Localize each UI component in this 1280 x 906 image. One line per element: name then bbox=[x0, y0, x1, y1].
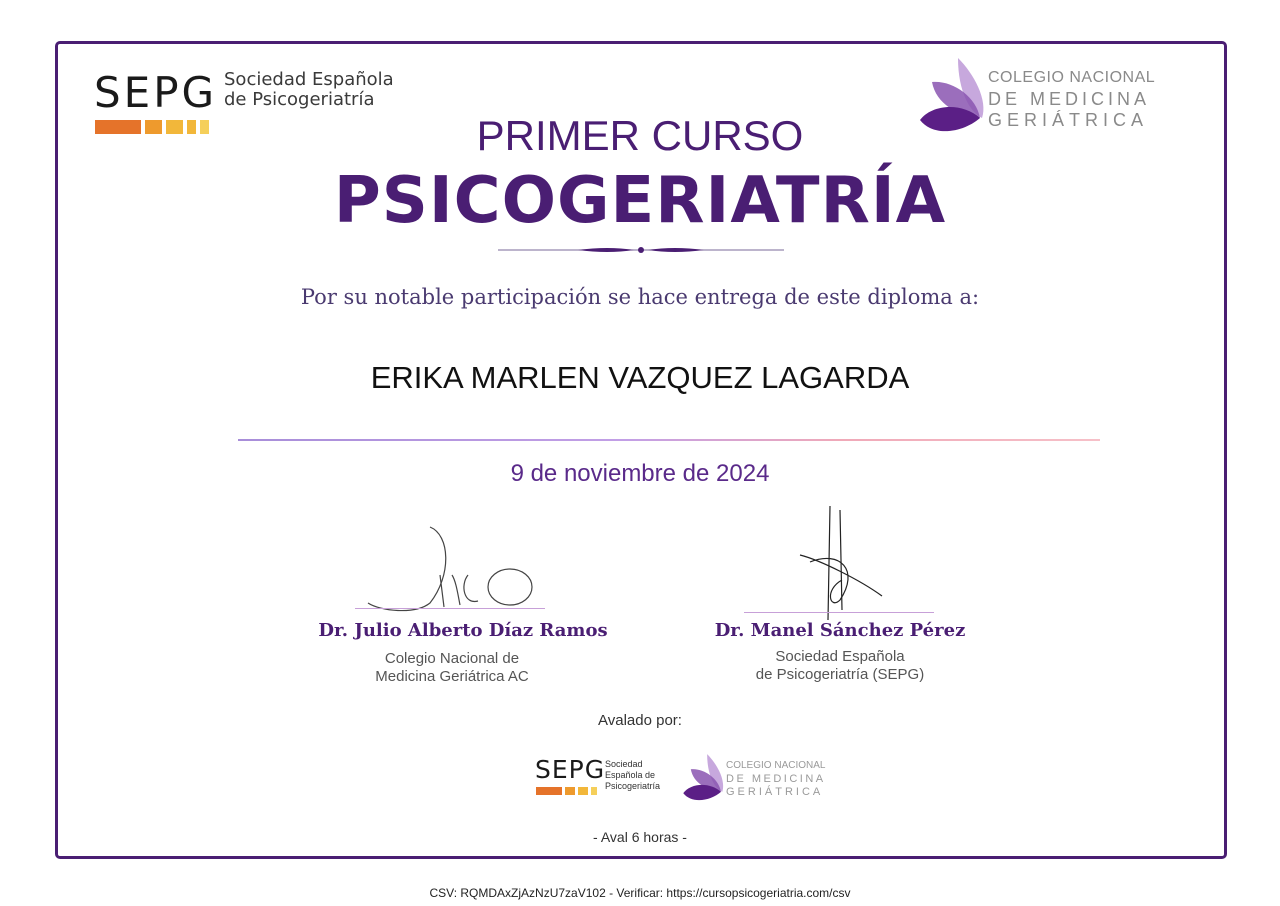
cnmg-small-line2: DE MEDICINA bbox=[726, 773, 826, 785]
ornament-divider bbox=[498, 243, 784, 257]
sepg-acronym: SEPG bbox=[94, 68, 218, 117]
cnmg-small-line3: GERIÁTRICA bbox=[726, 786, 824, 798]
signatory-1-name: Dr. Julio Alberto Díaz Ramos bbox=[318, 620, 608, 641]
sepg-small-line3: Psicogeriatría bbox=[605, 781, 661, 791]
signatory-1-org-line1: Colegio Nacional de bbox=[384, 650, 520, 667]
cnmg-logo-small bbox=[682, 752, 852, 804]
signatory-2-org-line1: Sociedad Española bbox=[775, 648, 905, 665]
cnmg-line2: DE MEDICINA bbox=[988, 89, 1151, 109]
sepg-small-acronym: SEPG bbox=[535, 755, 606, 784]
sepg-small-bar-4 bbox=[591, 787, 597, 795]
course-title-top: PRIMER CURSO bbox=[476, 112, 804, 159]
cnmg-line3: GERIÁTRICA bbox=[988, 110, 1149, 130]
award-intro-text: Por su notable participación se hace entrega de este diploma a: bbox=[300, 285, 980, 309]
lotus-icon-small bbox=[682, 752, 726, 804]
signature-2-line bbox=[744, 612, 934, 613]
endorsed-by-label: Avalado por: bbox=[598, 712, 682, 729]
sepg-small-bar-1 bbox=[536, 787, 562, 795]
recipient-underline bbox=[238, 439, 1100, 441]
signatory-2-org-line2: de Psicogeriatría (SEPG) bbox=[755, 666, 925, 683]
signature-2 bbox=[790, 500, 890, 625]
sepg-name-line2: de Psicogeriatría bbox=[224, 89, 375, 110]
sepg-small-bar-2 bbox=[565, 787, 575, 795]
signature-1-line bbox=[355, 608, 545, 609]
recipient-name: ERIKA MARLEN VAZQUEZ LAGARDA bbox=[370, 360, 910, 395]
cnmg-line1: COLEGIO NACIONAL bbox=[988, 69, 1156, 86]
sepg-name-line1: Sociedad Española bbox=[224, 69, 394, 90]
verification-footer: CSV: RQMDAxZjAzNzU7zaV102 - Verificar: https://cursopsicogeriatria.com/csv bbox=[429, 886, 851, 900]
course-title-main: PSICOGERIATRÍA bbox=[333, 164, 947, 238]
sepg-small-line1: Sociedad bbox=[605, 759, 643, 769]
signature-1 bbox=[360, 515, 550, 615]
cnmg-small-line1: COLEGIO NACIONAL bbox=[726, 760, 826, 771]
sepg-small-bar-3 bbox=[578, 787, 588, 795]
sepg-logo-small bbox=[535, 757, 675, 799]
endorsement-hours: - Aval 6 horas - bbox=[593, 829, 687, 845]
certificate-date: 9 de noviembre de 2024 bbox=[510, 460, 770, 487]
sepg-small-line2: Española de bbox=[605, 770, 656, 780]
signatory-1-org-line2: Medicina Geriátrica AC bbox=[375, 668, 529, 685]
signatory-2-name: Dr. Manel Sánchez Pérez bbox=[714, 620, 966, 641]
